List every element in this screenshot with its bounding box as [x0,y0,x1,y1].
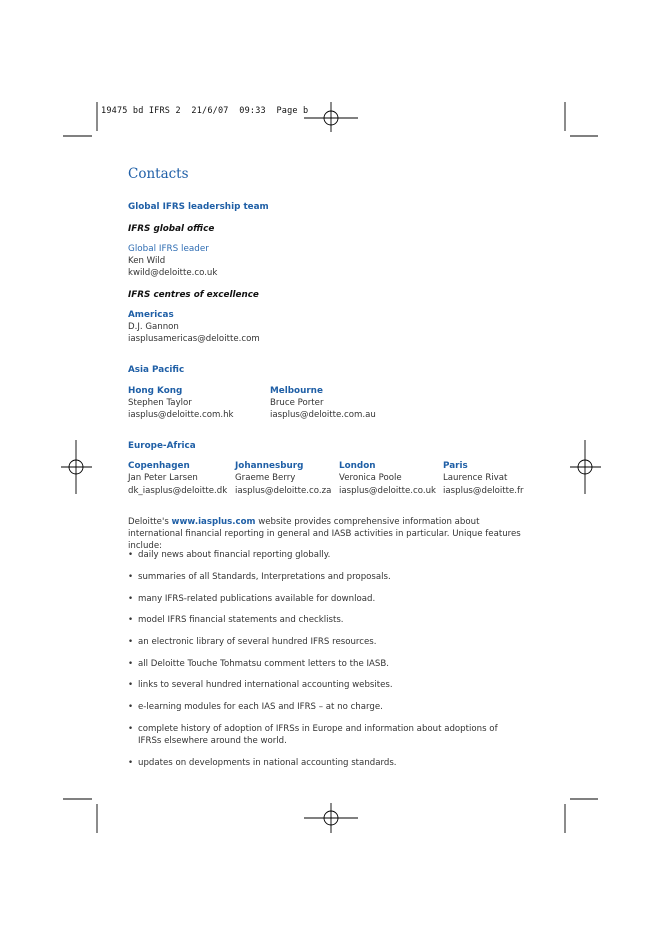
office-city-johannesburg: Johannesburg [235,461,304,471]
office-contact-name: Veronica Poole [339,473,402,483]
bullet-icon: • [128,758,134,768]
office-contact-email[interactable]: dk_iasplus@deloitte.dk [128,486,228,496]
office-contact-email[interactable]: iasplus@deloitte.co.za [235,486,332,496]
office-city-hong-kong: Hong Kong [128,386,183,396]
bullet-icon: • [128,702,134,712]
office-contact-email[interactable]: iasplus@deloitte.com.au [270,410,376,420]
office-city-copenhagen: Copenhagen [128,461,190,471]
bullet-icon: • [128,680,134,690]
intro-paragraph [128,516,528,552]
list-item-text: complete history of adoption of IFRSs in Europe and information about adoptions of IFRSs elsewhere around the world. [138,724,498,746]
bullet-icon: • [128,615,134,625]
global-office-role: Global IFRS leader [128,244,209,254]
asia-pacific-region: Asia Pacific [128,365,185,375]
office-contact-email[interactable]: iasplus@deloitte.fr [443,486,524,496]
registration-mark-top [304,102,358,132]
office-contact-email[interactable]: iasplus@deloitte.co.uk [339,486,437,496]
centres-heading: IFRS centres of excellence [128,290,259,300]
print-slug: 19475 bd IFRS 2 21/6/07 09:33 Page b [101,106,309,116]
list-item-text: summaries of all Standards, Interpretations and proposals. [138,572,391,582]
europe-africa-region: Europe-Africa [128,441,196,451]
bullet-icon: • [128,572,134,582]
global-office-name: Ken Wild [128,256,166,266]
global-office-heading: IFRS global office [128,224,215,234]
registration-mark-left [61,440,92,494]
bullet-icon: • [128,659,134,669]
americas-name: D.J. Gannon [128,322,179,332]
registration-mark-right [570,440,601,494]
office-city-paris: Paris [443,461,468,471]
intro-text-after: website provides comprehensive information about international financial reporting in general and IASB activities in particular. Unique features include: [128,517,521,551]
office-city-london: London [339,461,376,471]
office-contact-name: Stephen Taylor [128,398,192,408]
office-contact-name: Laurence Rivat [443,473,508,483]
office-contact-name: Bruce Porter [270,398,324,408]
list-item-text: updates on developments in national accounting standards. [138,758,397,768]
list-item-text: many IFRS-related publications available for download. [138,594,376,604]
list-item-text: links to several hundred international accounting websites. [138,680,393,690]
americas-region: Americas [128,310,174,320]
list-item-text: model IFRS financial statements and checklists. [138,615,344,625]
office-contact-email[interactable]: iasplus@deloitte.com.hk [128,410,234,420]
leadership-heading: Global IFRS leadership team [128,202,269,212]
office-city-melbourne: Melbourne [270,386,323,396]
page-title: Contacts [128,166,189,182]
list-item-text: e-learning modules for each IAS and IFRS – at no charge. [138,702,383,712]
bullet-icon: • [128,724,134,734]
americas-email[interactable]: iasplusamericas@deloitte.com [128,334,260,344]
office-contact-name: Graeme Berry [235,473,296,483]
list-item-text: daily news about financial reporting globally. [138,550,331,560]
global-office-email[interactable]: kwild@deloitte.co.uk [128,268,218,278]
bullet-icon: • [128,637,134,647]
registration-mark-bottom [304,803,358,833]
intro-text-before: Deloitte's [128,517,172,527]
bullet-icon: • [128,594,134,604]
list-item-text: an electronic library of several hundred IFRS resources. [138,637,377,647]
list-item-text: all Deloitte Touche Tohmatsu comment letters to the IASB. [138,659,390,669]
office-contact-name: Jan Peter Larsen [128,473,198,483]
bullet-icon: • [128,550,134,560]
iasplus-link[interactable]: www.iasplus.com [171,517,256,527]
